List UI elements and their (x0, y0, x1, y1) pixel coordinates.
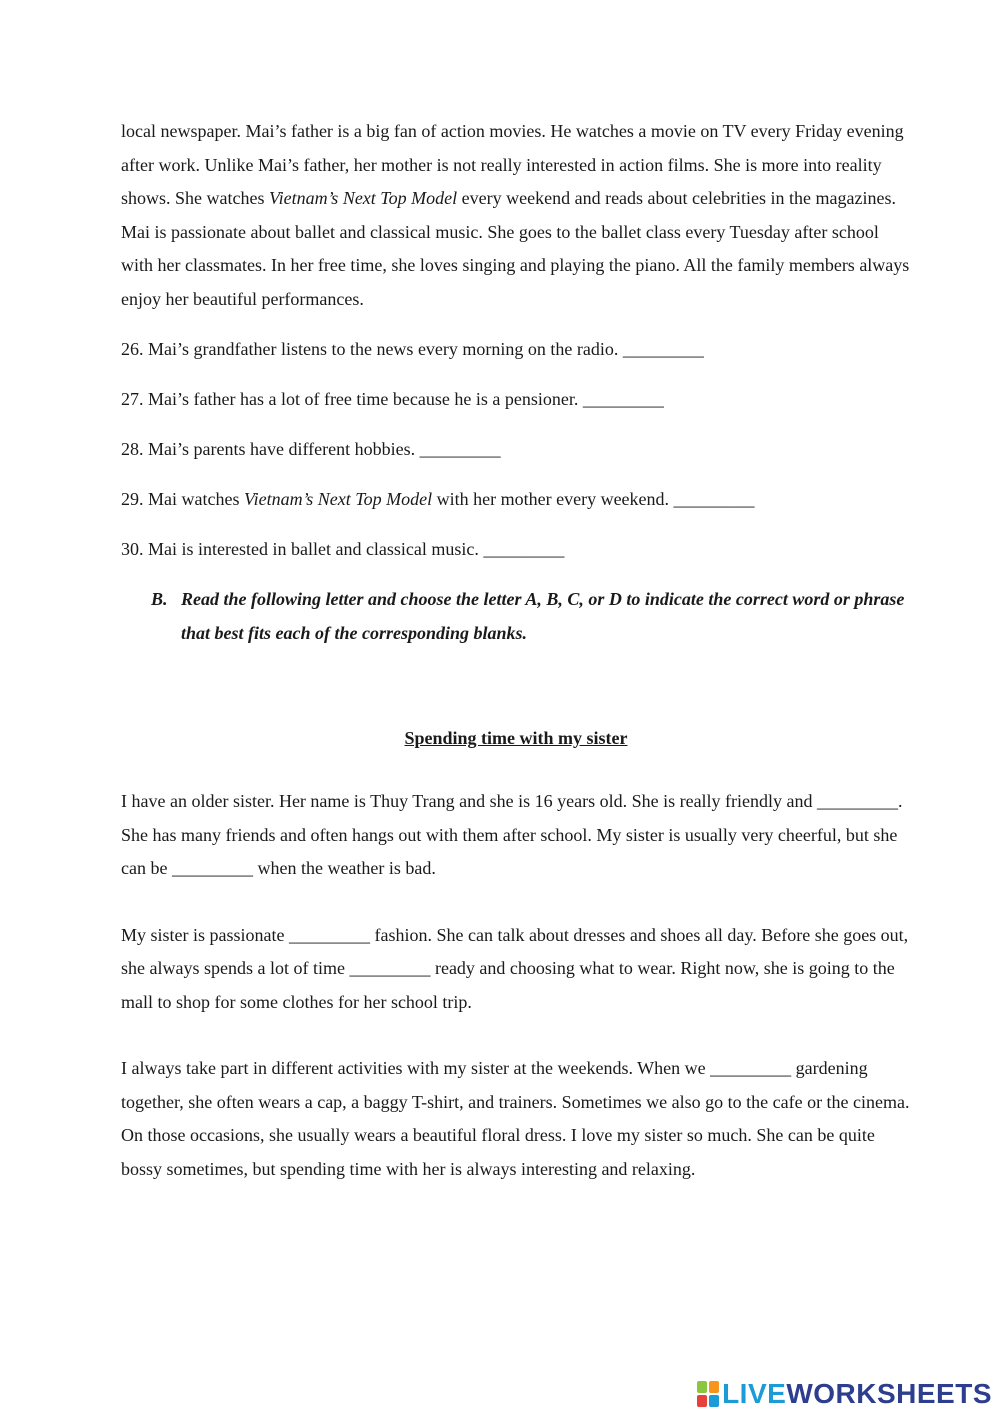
true-false-questions (121, 333, 911, 566)
logo-wordmark (722, 1378, 992, 1410)
letter-paragraph-1: I have an older sister. Her name is Thuy Trang and she is 16 years old. She is really friendly and _________. She has many friends and often hangs out with them after school. My sister is usually very cheerful, but she can be _________ when the weather is bad. (121, 791, 903, 878)
question-26: 26. Mai’s grandfather listens to the news every morning on the radio. _________ (121, 339, 704, 359)
question-30: 30. Mai is interested in ballet and classical music. _________ (121, 539, 565, 559)
logo-square-icon (697, 1395, 707, 1407)
letter-title: Spending time with my sister (404, 728, 628, 748)
question-29-pre: 29. Mai watches (121, 489, 244, 509)
intro-text-part2: every weekend and reads about celebrities in the magazines. Mai is passionate about ballet and classical music. She goes to the ballet class every Tuesday after school with her classmates. In her free time, she loves singing and playing the piano. All the family members always enjoy her beautiful performances. (121, 188, 910, 309)
question-28: 28. Mai’s parents have different hobbies. _________ (121, 439, 501, 459)
liveworksheets-logo-icon (697, 1381, 719, 1407)
section-letter: B. (151, 589, 168, 609)
logo-text-worksheets: WORKSHEETS (786, 1378, 992, 1409)
question-29-italic: Vietnam’s Next Top Model (243, 489, 433, 509)
letter-paragraph-3: I always take part in different activities with my sister at the weekends. When we _________ gardening together, she often wears a cap, a baggy T-shirt, and trainers. Sometimes we also go to the cafe or the cinema. On those occasions, she usually wears a beautiful floral dress. I love my sister so much. She can be quite bossy sometimes, but spending time with her is always interesting and relaxing. (121, 1058, 910, 1179)
question-29-post: with her mother every weekend. _________ (432, 489, 755, 509)
logo-square-icon (697, 1381, 707, 1393)
intro-paragraph (121, 115, 911, 316)
logo-square-icon (709, 1381, 719, 1393)
logo-square-icon (709, 1395, 719, 1407)
section-instruction: Read the following letter and choose the letter A, B, C, or D to indicate the correct word or phrase that best fits each of the corresponding blanks. (181, 589, 905, 643)
question-29 (121, 483, 911, 516)
question-27: 27. Mai’s father has a lot of free time because he is a pensioner. _________ (121, 389, 664, 409)
section-b-heading (121, 583, 911, 650)
letter-paragraph-2: My sister is passionate _________ fashion. She can talk about dresses and shoes all day. Before she goes out, she always spends a lot of time _________ ready and choosing what to wear. Right now, she is going to the mall to shop for some clothes for her school trip. (121, 924, 909, 1012)
worksheet-page (121, 115, 911, 1186)
logo-text-live: LIVE (722, 1378, 787, 1409)
intro-text-part1: local newspaper. Mai’s father is a big fan of action movies. He watches a movie on TV every Friday evening after work. Unlike Mai’s father, her mother is not really interested in action films. She is more into reality shows. She watches (121, 121, 904, 208)
intro-italic-title: Vietnam’s Next Top Model (268, 188, 458, 208)
liveworksheets-logo (697, 1377, 992, 1411)
